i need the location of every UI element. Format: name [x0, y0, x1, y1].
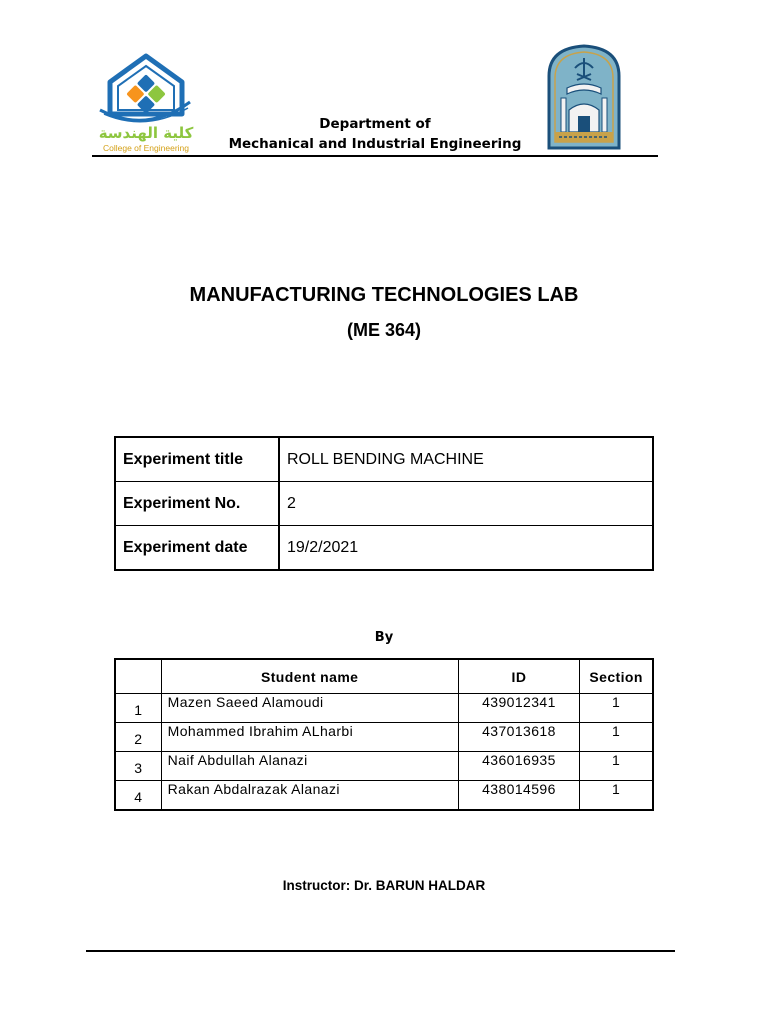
- course-code: (ME 364): [346, 320, 422, 340]
- table-row: [115, 752, 653, 781]
- table-row: [115, 781, 653, 811]
- student-section: 1: [580, 781, 653, 811]
- table-row: [115, 482, 653, 526]
- table-row: [115, 694, 653, 723]
- header-section: Section: [580, 659, 653, 694]
- table-header-row: [115, 659, 653, 694]
- table-row: [115, 526, 653, 571]
- row-number: 2: [115, 723, 161, 752]
- experiment-number-label: Experiment No.: [115, 482, 279, 526]
- row-number: 4: [115, 781, 161, 811]
- header-student-name: Student name: [161, 659, 458, 694]
- college-logo-arabic: كلية الهندسة: [98, 124, 194, 142]
- college-logo-english: College of Engineering: [102, 143, 190, 153]
- course-title: MANUFACTURING TECHNOLOGIES LAB: [189, 284, 579, 306]
- table-row: [115, 723, 653, 752]
- student-name: Naif Abdullah Alanazi: [161, 752, 458, 781]
- instructor-line: Instructor: Dr. BARUN HALDAR: [282, 878, 486, 893]
- experiment-number-value: 2: [279, 482, 653, 526]
- student-id: 436016935: [458, 752, 580, 781]
- experiment-info-table: [114, 436, 654, 571]
- student-name: Mazen Saeed Alamoudi: [161, 694, 458, 723]
- student-section: 1: [580, 694, 653, 723]
- footer-divider: [86, 950, 675, 952]
- student-name: Mohammed Ibrahim ALharbi: [161, 723, 458, 752]
- department-line-1: Department of: [319, 116, 431, 132]
- header-id: ID: [458, 659, 580, 694]
- student-name: Rakan Abdalrazak Alanazi: [161, 781, 458, 811]
- student-id: 439012341: [458, 694, 580, 723]
- header-divider: [92, 155, 658, 157]
- department-line-2: Mechanical and Industrial Engineering: [228, 136, 522, 152]
- college-of-engineering-logo: [98, 52, 194, 156]
- experiment-date-value: 19/2/2021: [279, 526, 653, 571]
- student-section: 1: [580, 752, 653, 781]
- student-id: 438014596: [458, 781, 580, 811]
- row-number: 1: [115, 694, 161, 723]
- experiment-title-label: Experiment title: [115, 437, 279, 482]
- student-id: 437013618: [458, 723, 580, 752]
- experiment-date-label: Experiment date: [115, 526, 279, 571]
- row-number: 3: [115, 752, 161, 781]
- table-row: [115, 437, 653, 482]
- department-name: [200, 114, 550, 154]
- experiment-title-value: ROLL BENDING MACHINE: [279, 437, 653, 482]
- university-logo: [545, 44, 623, 152]
- students-table: [114, 658, 654, 811]
- student-section: 1: [580, 723, 653, 752]
- header-number: [115, 659, 161, 694]
- by-label: By: [374, 630, 394, 645]
